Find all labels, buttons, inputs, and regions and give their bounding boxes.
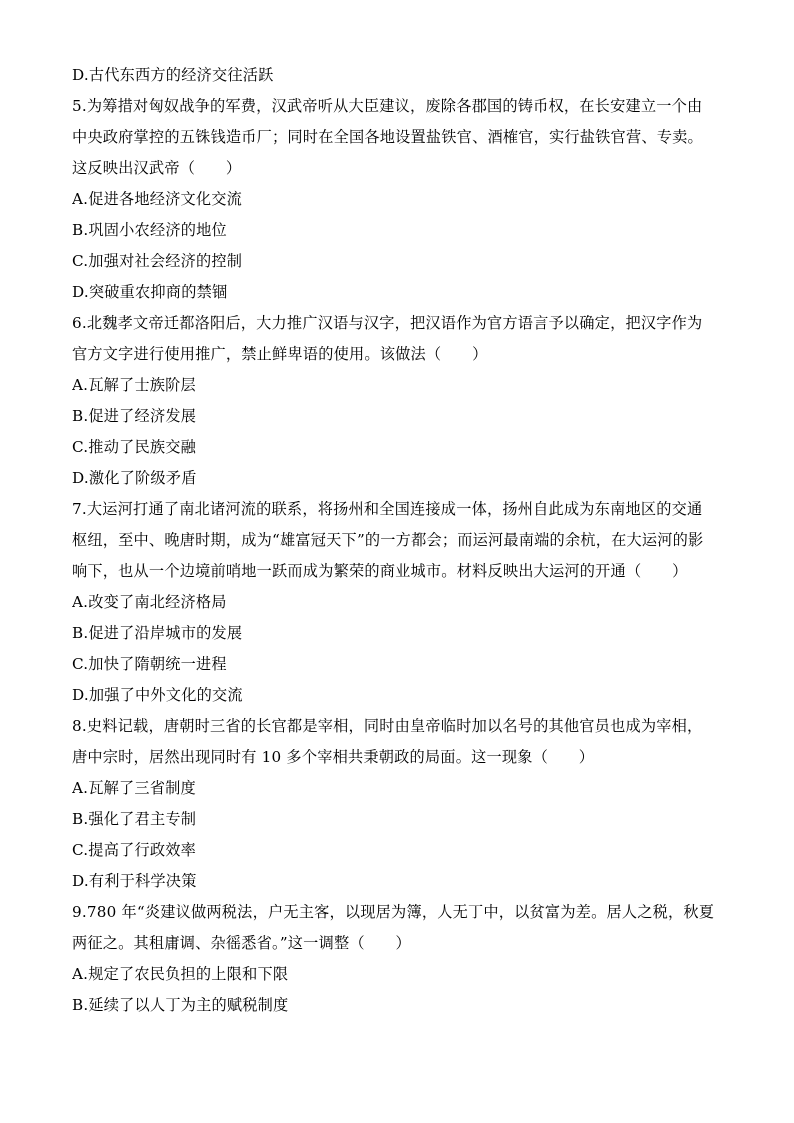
- question-stem-line: 5.为筹措对匈奴战争的军费，汉武帝听从大臣建议，废除各郡国的铸币权，在长安建立一个由: [72, 97, 703, 115]
- option-a: A.改变了南北经济格局: [72, 593, 227, 611]
- question-5: [72, 91, 740, 308]
- option-d: D.激化了阶级矛盾: [72, 469, 197, 487]
- exam-page: [72, 60, 740, 1021]
- question-stem-line: 枢纽，至中、晚唐时期，成为“雄富冠天下”的一方都会；而运河最南端的余杭，在大运河的影: [72, 531, 704, 549]
- option-b: B.延续了以人丁为主的赋税制度: [72, 996, 289, 1014]
- option-b: B.巩固小农经济的地位: [72, 221, 227, 239]
- option-c: C.加快了隋朝统一进程: [72, 655, 227, 673]
- option-a: A.瓦解了士族阶层: [72, 376, 196, 394]
- question-stem-line: 响下，也从一个边境前哨地一跃而成为繁荣的商业城市。材料反映出大运河的开通（ ）: [72, 562, 688, 580]
- option-c: C.推动了民族交融: [72, 438, 197, 456]
- option-b: B.促进了经济发展: [72, 407, 197, 425]
- question-9: [72, 897, 740, 1021]
- option-a: A.瓦解了三省制度: [72, 779, 196, 797]
- prev-option-d: D.古代东西方的经济交往活跃: [72, 66, 274, 84]
- question-7: [72, 494, 740, 711]
- question-stem-line: 两征之。其租庸调、杂徭悉省。”这一调整（ ）: [72, 934, 411, 952]
- question-stem-line: 中央政府掌控的五铢钱造币厂；同时在全国各地设置盐铁官、酒榷官，实行盐铁官营、专卖。: [72, 128, 703, 146]
- option-a: A.规定了农民负担的上限和下限: [72, 965, 289, 983]
- question-8: [72, 711, 740, 897]
- question-stem-line: 6.北魏孝文帝迁都洛阳后，大力推广汉语与汉字，把汉语作为官方语言予以确定，把汉字作为: [72, 314, 703, 332]
- option-d: D.突破重农抑商的禁锢: [72, 283, 228, 301]
- question-stem-line: 唐中宗时，居然出现同时有 10 多个宰相共秉朝政的局面。这一现象（ ）: [72, 748, 595, 766]
- option-d: D.加强了中外文化的交流: [72, 686, 243, 704]
- question-stem-line: 8.史料记载，唐朝时三省的长官都是宰相，同时由皇帝临时加以名号的其他官员也成为宰相，: [72, 717, 703, 735]
- option-b: B.促进了沿岸城市的发展: [72, 624, 243, 642]
- question-stem-line: 官方文字进行使用推广，禁止鲜卑语的使用。该做法（ ）: [72, 345, 488, 363]
- option-b: B.强化了君主专制: [72, 810, 197, 828]
- question-stem-line: 7.大运河打通了南北诸河流的联系，将扬州和全国连接成一体，扬州自此成为东南地区的交通: [72, 500, 703, 518]
- question-stem-line: 这反映出汉武帝（ ）: [72, 159, 242, 177]
- option-c: C.提高了行政效率: [72, 841, 197, 859]
- option-c: C.加强对社会经济的控制: [72, 252, 243, 270]
- question-stem-line: 9.780 年“炎建议做两税法，户无主客，以现居为簿，人无丁中，以贫富为差。居人之税，秋夏: [72, 903, 715, 921]
- option-d: D.有利于科学决策: [72, 872, 197, 890]
- option-a: A.促进各地经济文化交流: [72, 190, 243, 208]
- question-6: [72, 308, 740, 494]
